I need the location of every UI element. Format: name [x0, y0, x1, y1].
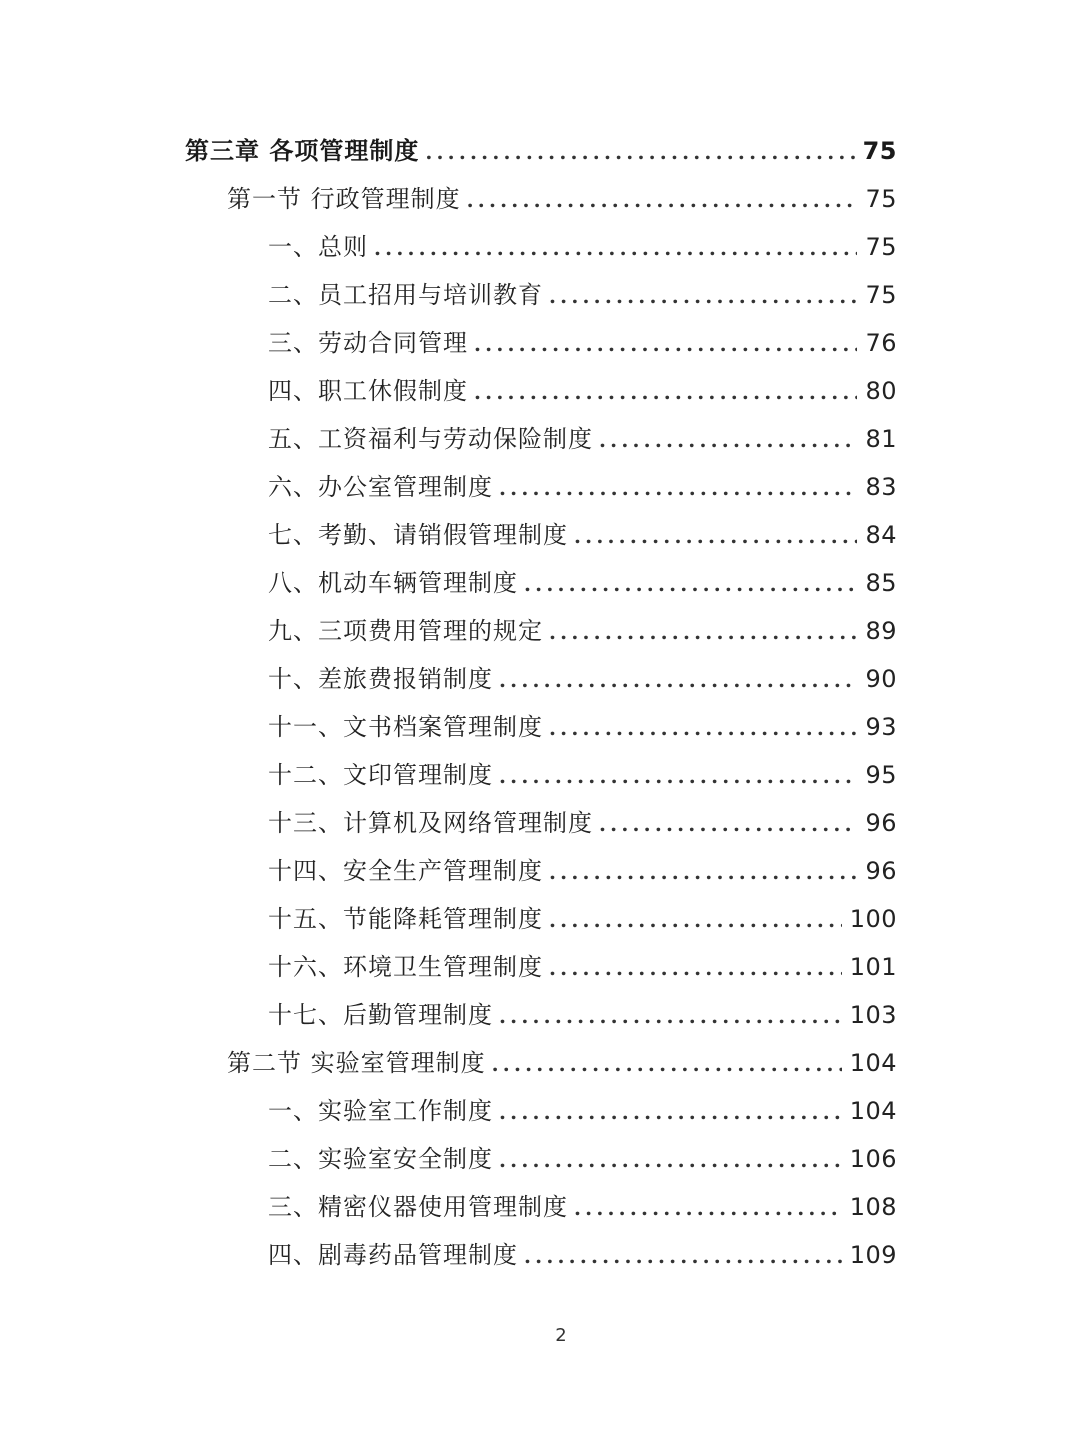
toc-leader-dots [524, 560, 857, 608]
toc-entry-page: 104 [849, 1049, 897, 1077]
toc-leader-dots [549, 896, 842, 944]
toc-entry-title: 十七、后勤管理制度 [268, 1001, 493, 1029]
toc-entry[interactable] [0, 607, 1080, 655]
toc-entry-page: 108 [849, 1193, 897, 1221]
toc-leader-dots [574, 512, 857, 560]
toc-entry[interactable] [0, 511, 1080, 559]
toc-entry-page: 75 [862, 137, 897, 165]
toc-entry-page: 104 [849, 1097, 897, 1125]
toc-leader-dots [499, 752, 857, 800]
toc-entry-title: 十五、节能降耗管理制度 [268, 905, 543, 933]
toc-leader-dots [474, 368, 857, 416]
toc-entry-page: 90 [865, 665, 897, 693]
toc-leader-dots [549, 848, 857, 896]
toc-entry[interactable] [0, 1231, 1080, 1279]
toc-entry-title: 四、剧毒药品管理制度 [268, 1241, 518, 1269]
toc-entry[interactable] [0, 271, 1080, 319]
toc-leader-dots [499, 464, 857, 512]
toc-entry-title: 第三章 各项管理制度 [185, 136, 420, 165]
toc-entry-title: 一、总则 [268, 233, 368, 261]
toc-entry[interactable] [0, 1183, 1080, 1231]
toc-entry-page: 75 [865, 233, 897, 261]
toc-leader-dots [549, 608, 857, 656]
toc-entry-page: 93 [865, 713, 897, 741]
toc-entry[interactable] [0, 367, 1080, 415]
toc-leader-dots [549, 272, 857, 320]
toc-entry-page: 89 [865, 617, 897, 645]
toc-leader-dots [549, 944, 842, 992]
toc-leader-dots [425, 128, 854, 176]
toc-leader-dots [499, 992, 842, 1040]
toc-leader-dots [524, 1232, 842, 1280]
toc-entry[interactable] [0, 175, 1080, 223]
toc-entry-page: 85 [865, 569, 897, 597]
toc-leader-dots [599, 416, 857, 464]
toc-entry-page: 75 [865, 281, 897, 309]
toc-entry[interactable] [0, 751, 1080, 799]
toc-leader-dots [374, 224, 857, 272]
toc-entry-title: 二、员工招用与培训教育 [268, 281, 543, 309]
toc-entry[interactable] [0, 415, 1080, 463]
toc-entry[interactable] [0, 463, 1080, 511]
toc-entry[interactable] [0, 991, 1080, 1039]
toc-entry-title: 第一节 行政管理制度 [227, 185, 461, 213]
toc-entry-title: 九、三项费用管理的规定 [268, 617, 543, 645]
toc-leader-dots [599, 800, 857, 848]
toc-entry-page: 83 [865, 473, 897, 501]
toc-leader-dots [499, 1136, 842, 1184]
toc-entry-title: 八、机动车辆管理制度 [268, 569, 518, 597]
toc-entry[interactable] [0, 1135, 1080, 1183]
toc-entry-page: 84 [865, 521, 897, 549]
toc-entry-page: 96 [865, 809, 897, 837]
toc-entry-page: 75 [865, 185, 897, 213]
toc-entry-title: 十、差旅费报销制度 [268, 665, 493, 693]
toc-entry[interactable] [0, 1039, 1080, 1087]
toc-entry-title: 十六、环境卫生管理制度 [268, 953, 543, 981]
toc-entry[interactable] [0, 703, 1080, 751]
toc-entry[interactable] [0, 127, 1080, 175]
page-number: 2 [555, 1325, 567, 1346]
toc-entry-page: 101 [849, 953, 897, 981]
toc-entry[interactable] [0, 223, 1080, 271]
toc-entry-page: 103 [849, 1001, 897, 1029]
toc-entry-title: 一、实验室工作制度 [268, 1097, 493, 1125]
toc-leader-dots [574, 1184, 842, 1232]
toc-leader-dots [492, 1040, 842, 1088]
toc-entry-page: 76 [865, 329, 897, 357]
toc-leader-dots [467, 176, 858, 224]
toc-entry-page: 81 [865, 425, 897, 453]
toc-entry-title: 十一、文书档案管理制度 [268, 713, 543, 741]
table-of-contents [0, 127, 1080, 1279]
toc-entry-title: 十三、计算机及网络管理制度 [268, 809, 593, 837]
toc-entry[interactable] [0, 559, 1080, 607]
toc-leader-dots [549, 704, 857, 752]
toc-entry-title: 十二、文印管理制度 [268, 761, 493, 789]
toc-leader-dots [499, 656, 857, 704]
toc-entry-title: 五、工资福利与劳动保险制度 [268, 425, 593, 453]
toc-entry-title: 二、实验室安全制度 [268, 1145, 493, 1173]
toc-entry-title: 三、劳动合同管理 [268, 329, 468, 357]
toc-entry-title: 六、办公室管理制度 [268, 473, 493, 501]
toc-entry[interactable] [0, 655, 1080, 703]
toc-entry[interactable] [0, 1087, 1080, 1135]
toc-entry[interactable] [0, 319, 1080, 367]
toc-leader-dots [499, 1088, 842, 1136]
toc-entry[interactable] [0, 943, 1080, 991]
toc-entry-page: 95 [865, 761, 897, 789]
toc-leader-dots [474, 320, 857, 368]
toc-entry[interactable] [0, 895, 1080, 943]
toc-entry-title: 七、考勤、请销假管理制度 [268, 521, 568, 549]
toc-entry-page: 80 [865, 377, 897, 405]
toc-entry[interactable] [0, 847, 1080, 895]
toc-entry-page: 106 [849, 1145, 897, 1173]
toc-entry-title: 第二节 实验室管理制度 [227, 1049, 486, 1077]
toc-entry[interactable] [0, 799, 1080, 847]
toc-entry-title: 十四、安全生产管理制度 [268, 857, 543, 885]
toc-entry-title: 四、职工休假制度 [268, 377, 468, 405]
toc-entry-page: 109 [849, 1241, 897, 1269]
toc-entry-title: 三、精密仪器使用管理制度 [268, 1193, 568, 1221]
toc-entry-page: 100 [849, 905, 897, 933]
toc-entry-page: 96 [865, 857, 897, 885]
